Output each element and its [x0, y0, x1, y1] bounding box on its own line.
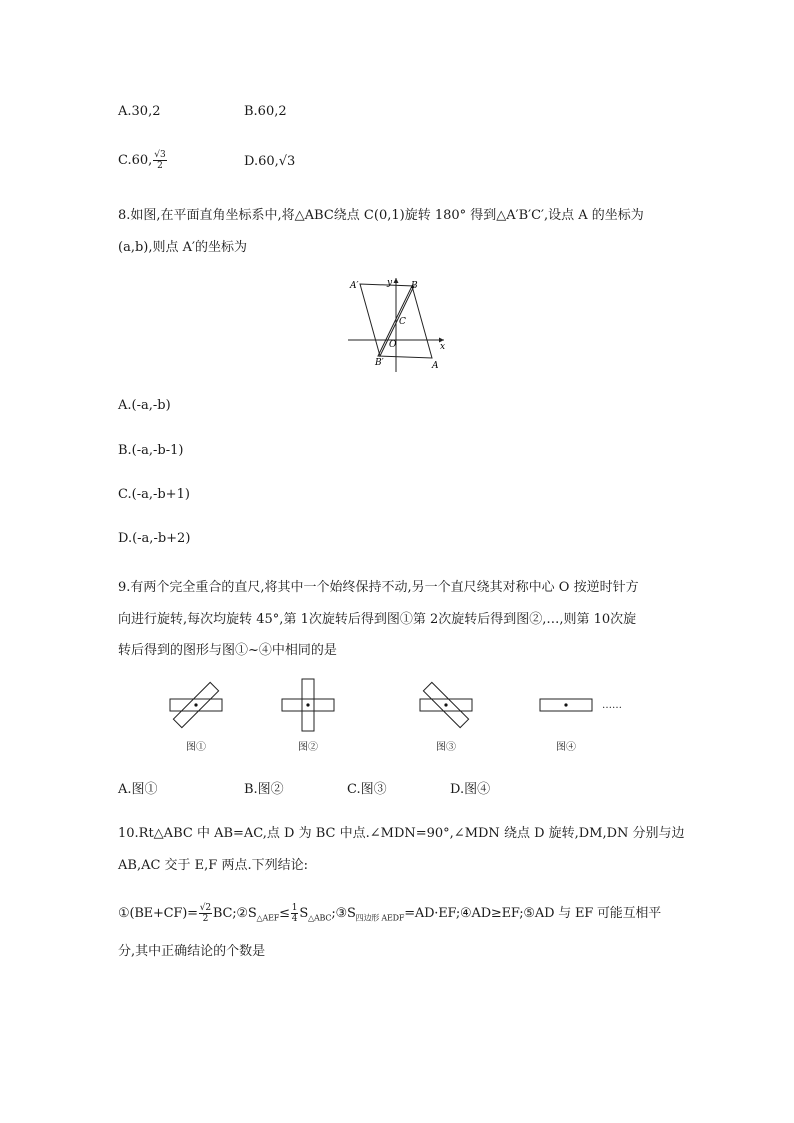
- q8-figure-coordinate-plane: [340, 272, 452, 374]
- q9-option-a: A.图①: [118, 782, 158, 797]
- y-axis-arrow: [394, 278, 399, 283]
- q10-stem-line2: AB,AC 交于 E,F 两点.下列结论:: [118, 858, 308, 873]
- q9-figure-4: [534, 678, 598, 732]
- center-point-o: [306, 703, 309, 706]
- label-a: A: [432, 361, 439, 371]
- triangle-a-prime-b-prime-c-prime: [360, 284, 414, 356]
- label-b: B: [411, 281, 418, 291]
- conclusion-1-fraction: [199, 903, 212, 924]
- conclusion-2-start: BC;②S: [212, 906, 257, 921]
- q9-figure-3: [414, 678, 478, 732]
- conclusion-2-subscript-aef: △AEF: [256, 913, 280, 923]
- q7-option-c-prefix: C.60,: [118, 153, 153, 168]
- label-a-prime: A′: [350, 281, 359, 291]
- q8-stem-line1: 8.如图,在平面直角坐标系中,将△ABC绕点 C(0,1)旋转 180° 得到△A′B′C′,设点 A 的坐标为: [118, 208, 644, 223]
- q9-figure-1-caption: 图①: [186, 742, 206, 753]
- q10-stem-line4: 分,其中正确结论的个数是: [118, 944, 266, 959]
- q9-figure-2: [276, 678, 340, 732]
- q10-stem-line1: 10.Rt△ABC 中 AB=AC,点 D 为 BC 中点.∠MDN=90°,∠MDN 绕点 D 旋转,DM,DN 分别与边: [118, 826, 685, 841]
- q8-stem-line2: (a,b),则点 A′的坐标为: [118, 240, 247, 255]
- q7-option-a: A.30,2: [118, 104, 161, 119]
- q10-conclusions-line: [118, 902, 661, 924]
- q8-option-b: B.(-a,-b-1): [118, 443, 184, 458]
- q9-option-c: C.图③: [347, 782, 387, 797]
- q9-figure-1: [164, 678, 228, 732]
- q7-option-d: D.60,√3: [244, 154, 296, 169]
- center-point-o: [444, 703, 447, 706]
- center-point-o: [194, 703, 197, 706]
- q9-stem-line3: 转后得到的图形与图①~④中相同的是: [118, 643, 337, 658]
- q7-option-c-numerator: √3: [154, 150, 166, 160]
- q8-option-c: C.(-a,-b+1): [118, 487, 190, 502]
- conclusion-3-subscript-quad: 四边形 AEDF: [355, 913, 405, 923]
- q8-option-a: A.(-a,-b): [118, 398, 171, 413]
- conclusion-2-subscript-abc: △ABC: [308, 913, 332, 923]
- conclusion-2-fraction: [291, 903, 299, 924]
- q8-option-d: D.(-a,-b+2): [118, 531, 191, 546]
- label-o: O: [389, 340, 397, 350]
- conclusion-1-left: ①(BE+CF)=: [118, 906, 198, 921]
- conclusion-3-start: ;③S: [331, 906, 356, 921]
- conclusion-3-to-5: =AD·EF;④AD≥EF;⑤AD 与 EF 可能互相平: [404, 906, 662, 921]
- q9-figure-3-caption: 图③: [436, 742, 456, 753]
- q9-figure-ellipsis: ……: [602, 700, 622, 711]
- q9-figure-2-caption: 图②: [298, 742, 318, 753]
- label-c: C: [399, 317, 406, 327]
- conclusion-2-le: ≤: [279, 906, 290, 921]
- conclusion-1-denominator: 2: [202, 914, 209, 924]
- q9-option-d: D.图④: [450, 782, 491, 797]
- label-x: x: [440, 342, 446, 352]
- q7-option-c-denominator: 2: [157, 161, 163, 171]
- label-b-prime: B′: [375, 358, 384, 368]
- q9-stem-line1: 9.有两个完全重合的直尺,将其中一个始终保持不动,另一个直尺绕其对称中心 O 按逆时针方: [118, 580, 639, 595]
- q9-figure-4-caption: 图④: [556, 742, 576, 753]
- conclusion-1-numerator: √2: [199, 903, 211, 913]
- conclusion-2-s: S: [299, 906, 309, 921]
- q7-option-c: [118, 150, 168, 171]
- q7-option-b: B.60,2: [244, 104, 287, 119]
- center-point-o: [564, 703, 567, 706]
- label-y: y: [387, 278, 393, 288]
- q9-stem-line2: 向进行旋转,每次均旋转 45°,第 1次旋转后得到图①第 2次旋转后得到图②,…,则第 10次旋: [118, 612, 637, 627]
- q9-option-b: B.图②: [244, 782, 284, 797]
- conclusion-2-numerator: 1: [291, 903, 298, 913]
- q7-option-c-fraction: [153, 150, 166, 171]
- conclusion-2-denominator: 4: [291, 914, 298, 924]
